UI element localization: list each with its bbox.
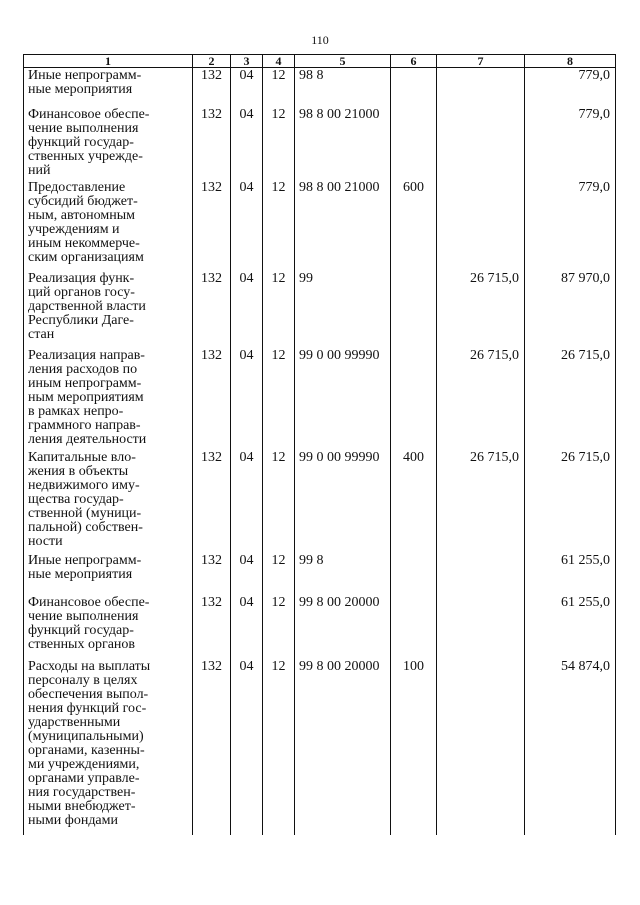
row-name: Финансовое обеспе- чение выполнения функций государ- ственных учрежде- ний [24,107,193,180]
cell-target-article: 98 8 00 21000 [295,180,391,271]
cell-section: 04 [231,348,263,450]
cell-section: 04 [231,180,263,271]
cell-code-admin: 132 [193,595,231,659]
table-row [24,450,616,553]
row-name: Реализация функ- ций органов госу- дарственной власти Республики Даге- стан [24,271,193,348]
cell-target-article: 99 0 00 99990 [295,348,391,450]
cell-subsection: 12 [263,271,295,348]
cell-subsection: 12 [263,180,295,271]
cell-subsection: 12 [263,595,295,659]
cell-code-admin: 132 [193,450,231,553]
cell-amount-col8: 779,0 [525,180,616,271]
row-name: Расходы на выплаты персоналу в целях обеспечения выпол- нения функций гос- ударственными (муниципальными) органами, казенны- ми учреждениями, органами управле- ния государствен- ными внебюджет- ными фондами [24,659,193,835]
table-header-row [24,55,616,68]
cell-amount-col7: 26 715,0 [437,450,525,553]
cell-target-article: 99 8 00 20000 [295,659,391,835]
cell-expense-type: 400 [391,450,437,553]
table-row [24,553,616,595]
column-header-2: 2 [193,55,231,68]
column-header-6: 6 [391,55,437,68]
table-body [24,68,616,835]
cell-section: 04 [231,553,263,595]
cell-code-admin: 132 [193,348,231,450]
cell-subsection: 12 [263,107,295,180]
cell-amount-col8: 54 874,0 [525,659,616,835]
cell-subsection: 12 [263,659,295,835]
cell-amount-col7: 26 715,0 [437,271,525,348]
budget-table [23,54,616,835]
cell-amount-col8: 779,0 [525,68,616,107]
cell-code-admin: 132 [193,107,231,180]
table-row [24,68,616,107]
cell-section: 04 [231,450,263,553]
cell-amount-col8: 26 715,0 [525,348,616,450]
cell-section: 04 [231,659,263,835]
table-row [24,180,616,271]
cell-expense-type [391,553,437,595]
row-name: Иные непрограмм- ные мероприятия [24,553,193,595]
cell-code-admin: 132 [193,180,231,271]
cell-expense-type [391,271,437,348]
cell-target-article: 99 0 00 99990 [295,450,391,553]
cell-amount-col7 [437,659,525,835]
row-name: Предоставление субсидий бюджет- ным, автономным учреждениям и иным некоммерче- ским организациям [24,180,193,271]
table-row [24,348,616,450]
cell-subsection: 12 [263,450,295,553]
column-header-5: 5 [295,55,391,68]
cell-amount-col7 [437,180,525,271]
cell-amount-col8: 779,0 [525,107,616,180]
cell-code-admin: 132 [193,659,231,835]
table-row [24,107,616,180]
column-header-4: 4 [263,55,295,68]
cell-expense-type [391,107,437,180]
cell-amount-col7: 26 715,0 [437,348,525,450]
cell-section: 04 [231,595,263,659]
column-header-3: 3 [231,55,263,68]
cell-amount-col8: 87 970,0 [525,271,616,348]
cell-subsection: 12 [263,348,295,450]
row-name: Финансовое обеспе- чение выполнения функций государ- ственных органов [24,595,193,659]
cell-subsection: 12 [263,68,295,107]
cell-subsection: 12 [263,553,295,595]
cell-section: 04 [231,68,263,107]
cell-expense-type [391,348,437,450]
page-number: 110 [311,33,329,47]
cell-amount-col8: 61 255,0 [525,595,616,659]
cell-amount-col7 [437,595,525,659]
cell-amount-col7 [437,107,525,180]
cell-code-admin: 132 [193,68,231,107]
cell-target-article: 99 [295,271,391,348]
cell-expense-type [391,595,437,659]
cell-target-article: 99 8 00 20000 [295,595,391,659]
column-header-1: 1 [24,55,193,68]
cell-target-article: 99 8 [295,553,391,595]
cell-code-admin: 132 [193,271,231,348]
cell-expense-type: 100 [391,659,437,835]
cell-section: 04 [231,107,263,180]
row-name: Реализация направ- ления расходов по иным непрограмм- ным мероприятиям в рамках непро- граммного направ- ления деятельности [24,348,193,450]
cell-expense-type: 600 [391,180,437,271]
cell-target-article: 98 8 00 21000 [295,107,391,180]
cell-amount-col7 [437,553,525,595]
row-name: Иные непрограмм- ные мероприятия [24,68,193,107]
cell-target-article: 98 8 [295,68,391,107]
cell-amount-col8: 26 715,0 [525,450,616,553]
cell-code-admin: 132 [193,553,231,595]
cell-expense-type [391,68,437,107]
column-header-8: 8 [525,55,616,68]
cell-amount-col8: 61 255,0 [525,553,616,595]
table-row [24,659,616,835]
cell-amount-col7 [437,68,525,107]
table-row [24,271,616,348]
column-header-7: 7 [437,55,525,68]
table-row [24,595,616,659]
cell-section: 04 [231,271,263,348]
row-name: Капитальные вло- жения в объекты недвижимого иму- щества государ- ственной (муници- пальной) собствен- ности [24,450,193,553]
